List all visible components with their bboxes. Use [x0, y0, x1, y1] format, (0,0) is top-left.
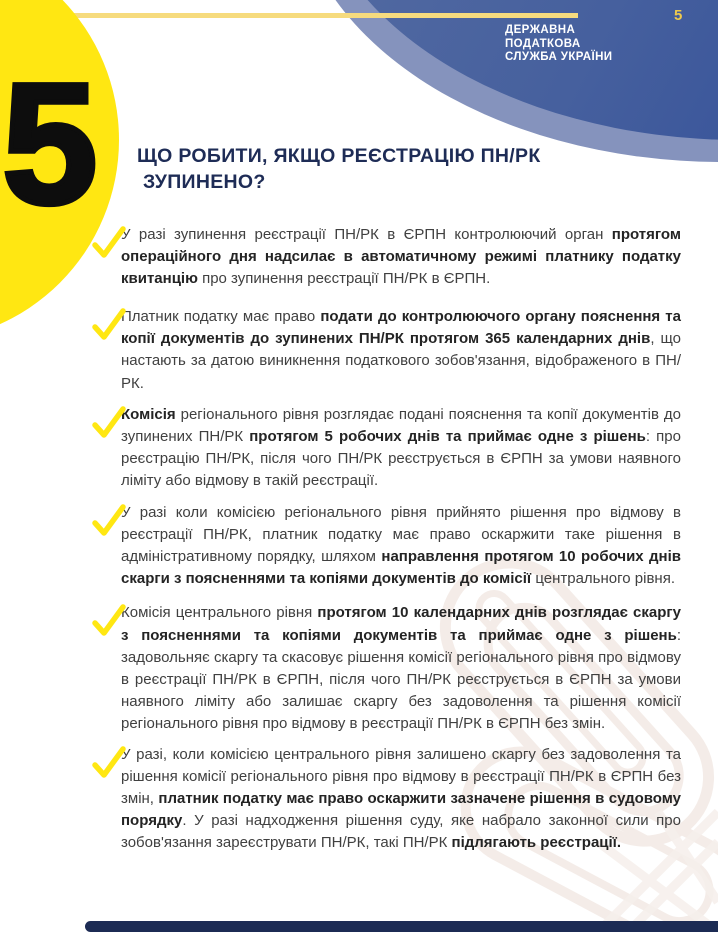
paragraph-text: У разі коли комісією регіонального рівня прийнято рішення про відмову в реєстрації ПН/РК, платник податку має право оскаржити таке рішення в адміністративному порядку, шляхом направлення протягом 10 робочих днів скарги з поясненнями та копіями документів до комісії центрального рівня. — [121, 504, 682, 588]
paragraph-row — [88, 404, 681, 492]
paragraph-list — [88, 224, 681, 854]
footer-bar — [85, 921, 718, 932]
page-title — [137, 143, 597, 195]
checkmark-icon — [88, 600, 128, 640]
org-name-line3: СЛУЖБА УКРАЇНИ — [505, 51, 613, 63]
org-name-line1: ДЕРЖАВНА — [505, 24, 576, 36]
paragraph-row — [88, 224, 681, 290]
page-title-line2: ЗУПИНЕНО? — [143, 171, 266, 193]
org-name — [505, 24, 612, 65]
checkmark-icon — [88, 304, 128, 344]
paragraph-text: Комісія регіонального рівня розглядає подані пояснення та копії документів до зупинених ПН/РК протягом 5 робочих днів та приймає одне з рішень: про реєстрацію ПН/РК, після чого ПН/РК реєструється в ЄРПН за умови наявного ліміту або відмову в такій реєстрації. — [121, 405, 681, 489]
paragraph-text: Платник податку має право подати до контролюючого органу пояснення та копії документів до зупинених ПН/РК протягом 365 календарних днів, що настають за датою виникнення податкового зобов'язання, відображеного в ПН/РК. — [121, 308, 681, 392]
checkmark-icon — [88, 402, 128, 442]
section-number: 5 — [2, 48, 98, 240]
checkmark-icon — [88, 222, 128, 262]
paragraph-row — [88, 602, 681, 735]
checkmark-icon — [88, 500, 128, 540]
page-number: 5 — [674, 7, 683, 24]
checkmark-icon — [88, 742, 128, 782]
paragraph-text: У разі, коли комісією центрального рівня залишено скаргу без задоволення та рішення комісії регіонального рівня про відмову в реєстрації ПН/РК в ЄРПН без змін, платник податку має право оскаржити зазначене рішення в судовому порядку. У разі надходження рішення суду, яке набрало законної сили про зобов'язання зареєструвати ПН/РК, такі ПН/РК підлягають реєстрації. — [121, 745, 681, 852]
page-title-line1: ЩО РОБИТИ, ЯКЩО РЕЄСТРАЦІЮ ПН/РК — [137, 145, 541, 167]
paragraph-text: Комісія центрального рівня протягом 10 календарних днів розглядає скаргу з поясненнями та копіями документів та приймає одне з рішень: задовольняє скаргу та скасовує рішення комісії регіонального рівня про відмову в реєстрації ПН/РК в ЄРПН, після чого ПН/РК реєструється в ЄРПН за умови наявного ліміту або залишає скаргу без задоволення та рішення комісії регіонального рівня про відмову в реєстрації ПН/РК в ЄРПН без змін. — [121, 604, 681, 732]
paragraph-row — [88, 502, 681, 590]
paragraph-text: У разі зупинення реєстрації ПН/РК в ЄРПН контролюючий орган протягом операційного дня надсилає в автоматичному режимі платнику податку квитанцію про зупинення реєстрації ПН/РК в ЄРПН. — [121, 226, 681, 288]
org-name-line2: ПОДАТКОВА — [505, 37, 581, 50]
paragraph-row — [88, 744, 681, 854]
paragraph-row — [88, 306, 681, 394]
top-accent-line — [0, 13, 578, 18]
